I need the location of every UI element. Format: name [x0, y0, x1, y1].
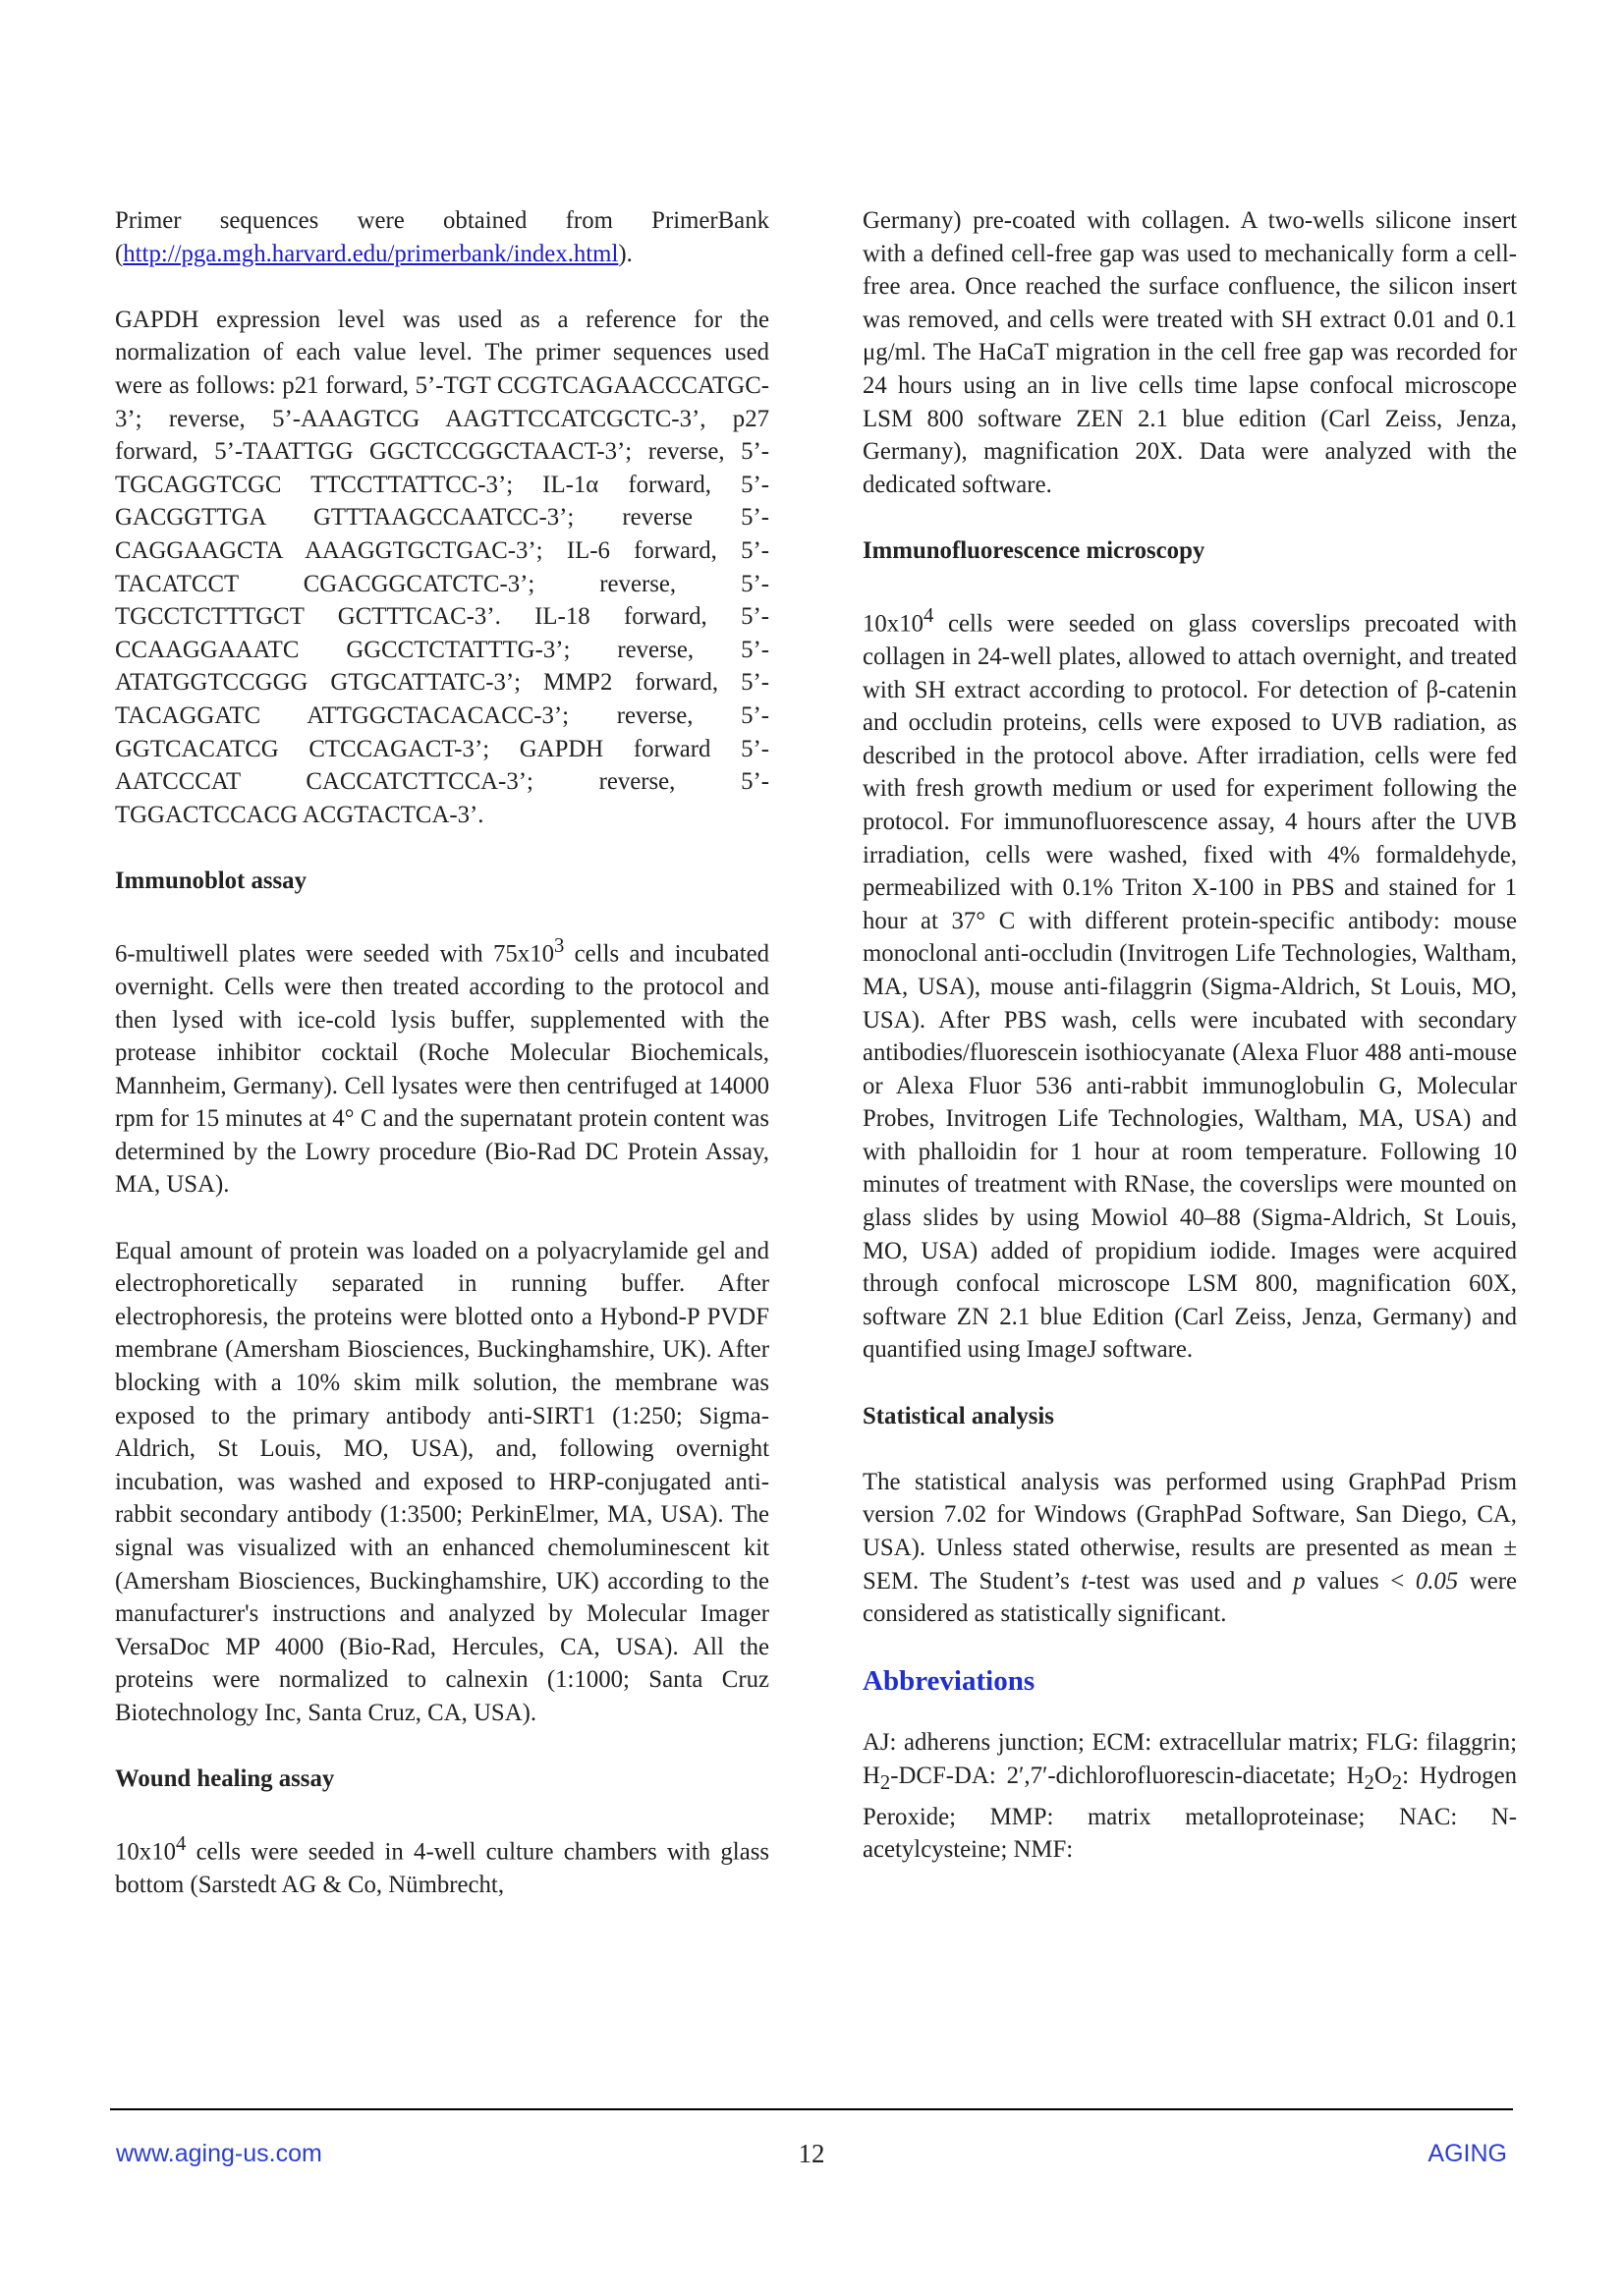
primer-sequences-paragraph: GAPDH expression level was used as a reference for the normalization of each value level. The primer sequences used were as follows: p21 forward, 5’-TGT CCGTCAGAACCCATGC-3’; reverse, 5’-AAAGTCG AAGTTCCATCGCTC-3’, p27 forward, 5’-TAATTGG GGCTCCGGCTAACT-3’; reverse, 5’-TGCAGGTCGC TTCCTTATTCC-3’; IL-1α forward, 5’-GACGGTTGA GTTTAAGCCAATCC-3’; reverse 5’-CAGGAAGCTA AAAGGTGCTGAC-3’; IL-6 forward, 5’-TACATCCT CGACGGCATCTC-3’; reverse, 5’-TGCCTCTTTGCT GCTTTCAC-3’. IL-18 forward, 5’-CCAAGGAAATC GGCCTCTATTTG-3’; reverse, 5’-ATATGGTCCGGG GTGCATTATC-3’; MMP2 forward, 5’-TACAGGATC ATTGGCTACACACC-3’; reverse, 5’-GGTCACATCG CTCCAGACT-3’; GAPDH forward 5’-AATCCCAT CACCATCTTCCA-3’; reverse, 5’- TGGACTCCACG ACGTACTCA-3’.	[115, 306, 769, 828]
immunoblot-paragraph-2: Equal amount of protein was loaded on a polyacrylamide gel and electrophoretically separated in running buffer. After electrophoresis, the proteins were blotted onto a Hybond-P PVDF membrane (Amersham Biosciences, Buckinghamshire, UK). After blocking with a 10% skim milk solution, the membrane was exposed to the primary antibody anti-SIRT1 (1:250; Sigma-Aldrich, St Louis, MO, USA), and, following overnight incubation, was washed and exposed to HRP-conjugated anti-rabbit secondary antibody (1:3500; PerkinElmer, MA, USA). The signal was visualized with an enhanced chemoluminescent kit (Amersham Biosciences, Buckinghamshire, UK) according to the manufacturer's instructions and analyzed by Molecular Imager VersaDoc MP 4000 (Bio-Rad, Hercules, CA, USA). All the proteins were normalized to calnexin (1:1000; Santa Cruz Biotechnology Inc, Santa Cruz, CA, USA).	[115, 1237, 769, 1726]
statistical-analysis-paragraph: The statistical analysis was performed using GraphPad Prism version 7.02 for Windows (GraphPad Software, San Diego, CA, USA). Unless stated otherwise, results are presented as mean ± SEM. The Student’s t-test was used and p values < 0.05 were considered as statistically significant.	[863, 1468, 1518, 1628]
immunoblot-heading: Immunoblot assay	[115, 867, 307, 894]
primerbank-link[interactable]: http://pga.mgh.harvard.edu/primerbank/index.html	[123, 240, 619, 267]
immunofluorescence-paragraph: $10x10^4$ cells were seeded on glass coverslips precoated with collagen in 24-well plates, allowed to attach overnight, and treated with SH extract according to protocol. For detection of β-catenin and occludin proteins, cells were exposed to UVB radiation, as described in the protocol above. After irradiation, cells were fed with fresh growth medium or used for experiment following the protocol. For immunofluorescence assay, 4 hours after the UVB irradiation, cells were washed, fixed with 4% formaldehyde, permeabilized with 0.1% Triton X-100 in PBS and stained for 1 hour at 37° C with different protein-specific antibody: mouse monoclonal anti-occludin (Invitrogen Life Technologies, Waltham, MA, USA), mouse anti-filaggrin (Sigma-Aldrich, St Louis, MO, USA). After PBS wash, cells were incubated with secondary antibodies/fluorescein isothiocyanate (Alexa Fluor 488 anti-mouse or Alexa Fluor 536 anti-rabbit immunoglobulin G, Molecular Probes, Invitrogen Life Technologies, Waltham, MA, USA) and with phalloidin for 1 hour at room temperature. Following 10 minutes of treatment with RNase, the coverslips were mounted on glass slides by using Mowiol 40–88 (Sigma-Aldrich, St Louis, MO, USA) added of propidium iodide. Images were acquired through confocal microscope LSM 800, magnification 60X, software ZN 2.1 blue Edition (Carl Zeiss, Jenza, Germany) and quantified using ImageJ software.	[863, 605, 1517, 1364]
abbreviations-paragraph: AJ: adherens junction; ECM: extracellular matrix; FLG: filaggrin; $H_2-DCF-DA$: 2′,7′-dichlorofluorescin-diacetate; $H_2O_2$: Hydrogen Peroxide; MMP: matrix metalloproteinase; NAC: N-acetylcysteine; NMF:	[863, 1729, 1517, 1864]
journal-name: AGING	[1427, 2140, 1507, 2167]
footer-website-link[interactable]: www.aging-us.com	[116, 2140, 322, 2167]
wound-healing-paragraph-continued: Germany) pre-coated with collagen. A two-wells silicone insert with a defined cell-free gap was used to mechanically form a cell-free area. Once reached the surface confluence, the silicon insert was removed, and cells were treated with SH extract 0.01 and 0.1 μg/ml. The HaCaT migration in the cell free gap was recorded for 24 hours using an in live cells time lapse confocal microscope LSM 800 software ZEN 2.1 blue edition (Carl Zeiss, Jenza, Germany), magnification 20X. Data were analyzed with the dedicated software.	[863, 207, 1517, 498]
abbreviations-heading: Abbreviations	[863, 1665, 1035, 1698]
right-column	[863, 204, 1517, 1899]
footer-divider	[110, 2108, 1513, 2110]
immunofluorescence-heading: Immunofluorescence microscopy	[863, 536, 1205, 564]
primer-source-paragraph: Primer sequences were obtained from PrimerBank (http://pga.mgh.harvard.edu/primerbank/index.html).	[115, 207, 769, 267]
immunoblot-paragraph-1: 6-multiwell plates were seeded with $75x10^3$ cells and incubated overnight. Cells were then treated according to the protocol and then lysed with ice-cold lysis buffer, supplemented with the protease inhibitor cocktail (Roche Molecular Biochemicals, Mannheim, Germany). Cell lysates were then centrifuged at 14000 rpm for 15 minutes at 4° C and the supernatant protein content was determined by the Lowry procedure (Bio-Rad DC Protein Assay, MA, USA).	[115, 935, 769, 1199]
wound-healing-paragraph: $10x10^4$ cells were seeded in 4-well culture chambers with glass bottom (Sarstedt AG & Co, Nümbrecht,	[115, 1833, 769, 1899]
left-column	[115, 204, 769, 1934]
wound-healing-heading: Wound healing assay	[115, 1765, 335, 1793]
statistical-analysis-heading: Statistical analysis	[863, 1402, 1054, 1429]
page-number: 12	[798, 2139, 825, 2168]
